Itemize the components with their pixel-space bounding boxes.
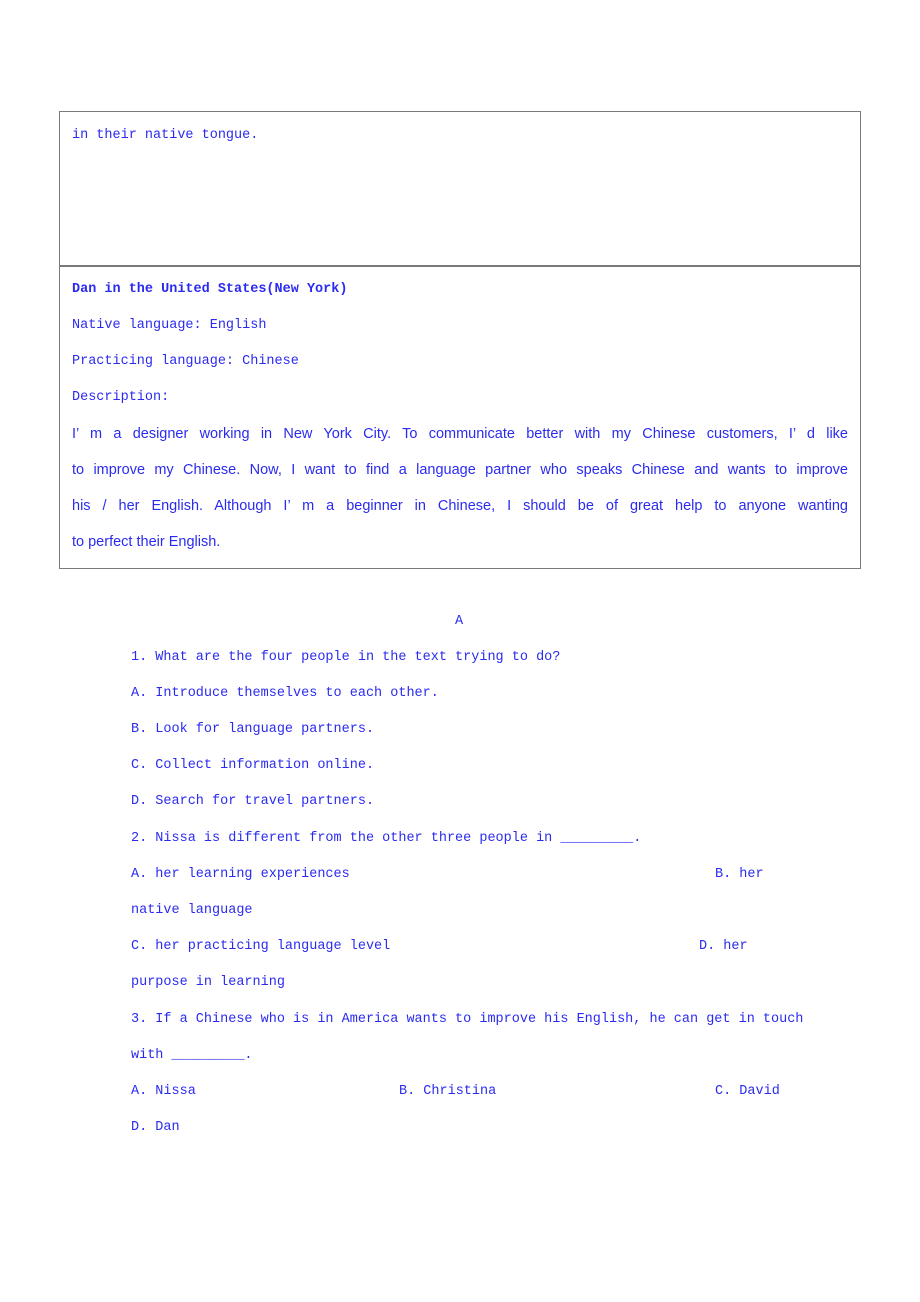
option: D. her bbox=[699, 939, 748, 954]
option: B. Christina bbox=[399, 1084, 497, 1099]
option: B. her bbox=[715, 867, 764, 882]
option: A. Introduce themselves to each other. bbox=[131, 686, 439, 701]
practicing-language: Practicing language: Chinese bbox=[72, 354, 299, 369]
option: C. David bbox=[715, 1084, 780, 1099]
option: A. Nissa bbox=[131, 1084, 196, 1099]
question-3-cont: with _________. bbox=[131, 1048, 253, 1063]
option: native language bbox=[131, 903, 253, 918]
description-line: his / her English. Although I’ m a beginner in Chinese, I should be of great help to anyone wanting bbox=[72, 498, 848, 514]
option: D. Dan bbox=[131, 1120, 180, 1135]
description-line: I’ m a designer working in New York City. To communicate better with my Chinese customers, I’ d like bbox=[72, 426, 848, 442]
profile-card-dan bbox=[59, 265, 861, 569]
option: A. her learning experiences bbox=[131, 867, 350, 882]
option: purpose in learning bbox=[131, 975, 285, 990]
option: D. Search for travel partners. bbox=[131, 794, 375, 809]
option: B. Look for language partners. bbox=[131, 722, 375, 737]
profile-title: Dan in the United States(New York) bbox=[72, 282, 348, 297]
native-language: Native language: English bbox=[72, 318, 267, 333]
card-text: in their native tongue. bbox=[72, 128, 259, 143]
description-line: to improve my Chinese. Now, I want to find a language partner who speaks Chinese and wants to improve bbox=[72, 462, 848, 478]
question-2: 2. Nissa is different from the other three people in _________. bbox=[131, 831, 642, 846]
description-label: Description: bbox=[72, 390, 170, 405]
section-heading: A bbox=[455, 614, 464, 629]
description-line: to perfect their English. bbox=[72, 534, 221, 550]
question-1: 1. What are the four people in the text trying to do? bbox=[131, 650, 561, 665]
question-3: 3. If a Chinese who is in America wants to improve his English, he can get in touch bbox=[131, 1012, 804, 1027]
option: C. her practicing language level bbox=[131, 939, 391, 954]
option: C. Collect information online. bbox=[131, 758, 375, 773]
